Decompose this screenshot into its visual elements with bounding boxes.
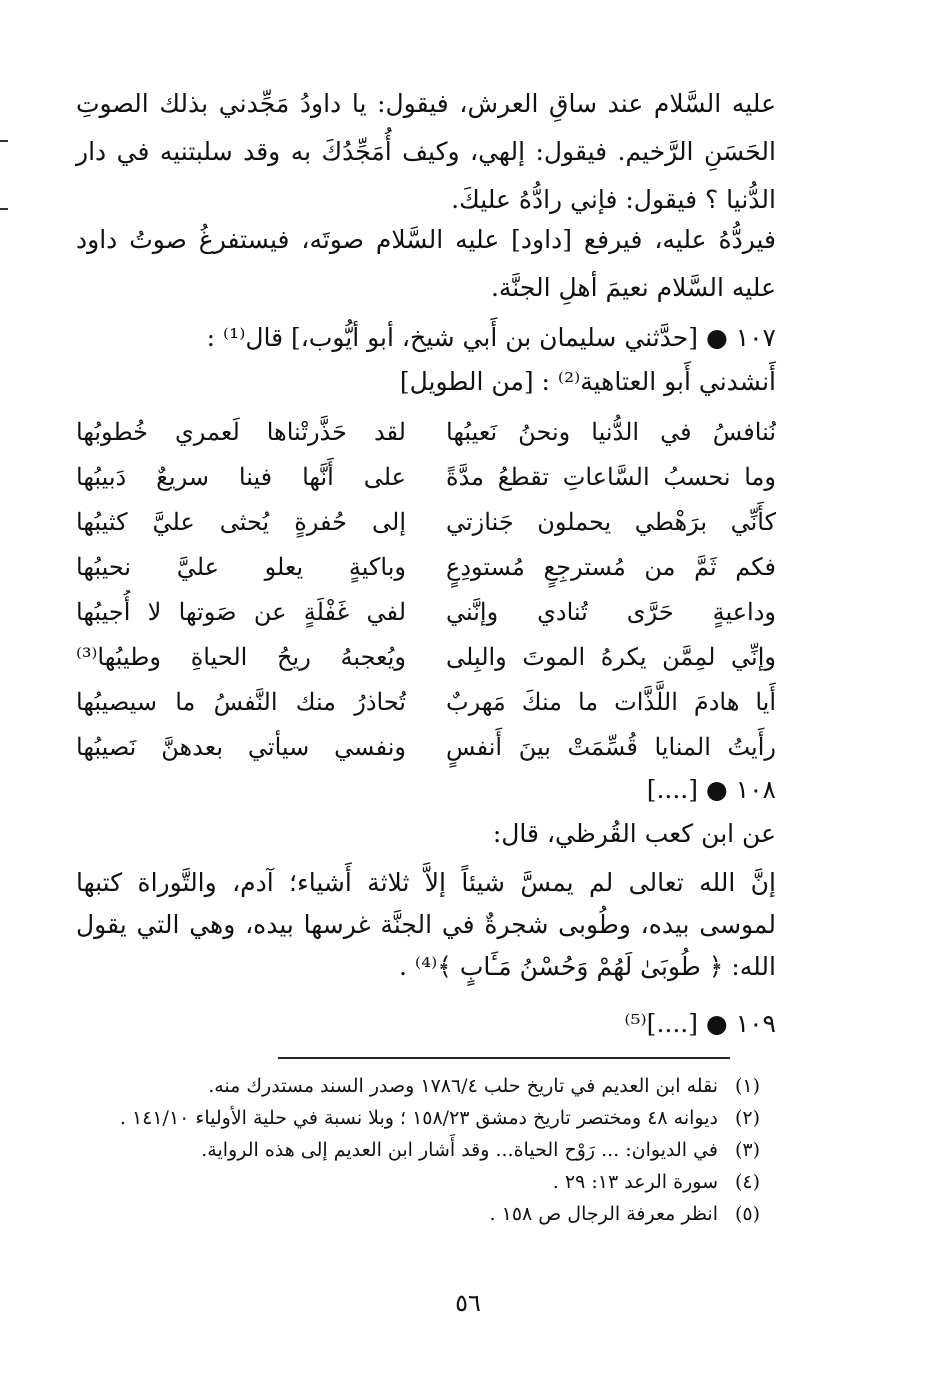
poem-verse	[76, 680, 776, 725]
entry-108-intro: عن ابن كعب القُرظي، قال:	[492, 819, 776, 848]
verse-first-hemistich: أَيا هادمَ اللَّذَّات ما منكَ مَهربٌ	[446, 688, 776, 716]
verse-first-hemistich: رأَيتُ المنايا قُسِّمَتْ بينَ أَنفسٍ	[446, 733, 776, 761]
entry-107-intro: أَنشدني أَبو العتاهية⁽²⁾ : [من الطويل]	[399, 367, 776, 396]
paragraph-2: فيردُّهُ عليه، فيرفع [داود] عليه السَّلام صوتَه، فيستفرغُ صوتُ داود عليه السَّلام نعيمَ أهلِ الجنَّة.	[76, 225, 776, 302]
entry-109-heading: ١٠٩ ● [....]⁽⁵⁾	[624, 1009, 776, 1038]
verse-first-hemistich: وداعيةٍ حَرَّى تُنادي وإنَّني	[446, 598, 776, 626]
verse-first-hemistich: وإنِّي لمِمَّن يكرهُ الموتَ والبِلى	[446, 643, 776, 671]
footnote-number: (١)	[734, 1075, 760, 1097]
verse-second-hemistich: إلى حُفرةٍ يُحثى عليَّ كثيبُها	[76, 508, 406, 536]
footnote-divider	[278, 1057, 730, 1059]
poem-verse	[76, 410, 776, 455]
footnote-text: في الديوان: ... رَوْح الحياة... وقد أَشار ابن العديم إلى هذه الرواية.	[201, 1139, 718, 1161]
footnote-text: انظر معرفة الرجال ص ١٥٨ .	[489, 1203, 718, 1225]
footnote-text: سورة الرعد ١٣: ٢٩ .	[552, 1171, 718, 1193]
footnote-text: نقله ابن العديم في تاريخ حلب ١٧٨٦/٤ وصدر السند مستدرك منه.	[208, 1075, 718, 1097]
verse-second-hemistich: على أَنَّها فينا سريعٌ دَبيبُها	[76, 463, 406, 491]
margin-mark	[0, 140, 8, 142]
footnote	[120, 1198, 760, 1230]
footnote-number: (٥)	[734, 1203, 760, 1225]
verse-second-hemistich: لفي غَفْلَةٍ عن صَوتها لا أُجيبُها	[76, 598, 406, 626]
footnote-number: (٣)	[734, 1139, 760, 1161]
verse-second-hemistich: لقد حَذَّرتْناها لَعمري خُطوبُها	[76, 418, 406, 446]
footnote	[120, 1070, 760, 1102]
footnote-number: (٢)	[734, 1107, 760, 1129]
paragraph-1: عليه السَّلام عند ساقِ العرش، فيقول: يا داودُ مَجِّدني بذلك الصوتِ الحَسَنِ الرَّخيم. فيقول: إلهي، وكيف أُمَجِّدُكَ به وقد سلبتنيه في دار الدُّنيا ؟ فيقول: فإني رادُّهُ عليكَ.	[76, 89, 776, 214]
poem-verse	[76, 635, 776, 680]
footnote	[120, 1102, 760, 1134]
footnotes	[120, 1070, 760, 1230]
footnote	[120, 1166, 760, 1198]
entry-108-text: إنَّ الله تعالى لم يمسَّ شيئاً إلاَّ ثلاثة أَشياء؛ آدم، والتَّوراة كتبها لموسى بيده، وطُوبى شجرةٌ في الجنَّة غرسها بيده، وهي التي يقول الله: ﴿ طُوبَىٰ لَهُمْ وَحُسْنُ مَـَٔابٍ ﴾⁽⁴⁾ .	[76, 868, 776, 981]
verse-first-hemistich: فكم ثَمَّ من مُسترجِعٍ مُستودِعٍ	[446, 553, 776, 581]
verse-first-hemistich: وما نحسبُ السَّاعاتِ تقطعُ مدَّةً	[446, 463, 776, 491]
footnote	[120, 1134, 760, 1166]
poem-verse	[76, 545, 776, 590]
margin-mark	[0, 208, 8, 210]
verse-second-hemistich: ويُعجبهُ ريحُ الحياةِ وطيبُها⁽³⁾	[76, 643, 406, 671]
footnote-number: (٤)	[734, 1171, 760, 1193]
verse-second-hemistich: تُحاذرُ منك النَّفسُ ما سيصيبُها	[76, 688, 406, 716]
poem	[76, 410, 776, 770]
entry-108-heading: ١٠٨ ● [....]	[646, 775, 776, 804]
verse-second-hemistich: ونفسي سيأتي بعدهنَّ نَصيبُها	[76, 733, 406, 761]
poem-verse	[76, 725, 776, 770]
entry-107-isnad: ١٠٧ ● [حدَّثني سليمان بن أَبي شيخ، أبو أيُّوب،] قال⁽¹⁾ :	[206, 323, 776, 352]
page-number: ٥٦	[455, 1289, 481, 1317]
footnote-text: ديوانه ٤٨ ومختصر تاريخ دمشق ١٥٨/٢٣ ؛ وبلا نسبة في حلية الأولياء ١٤١/١٠ .	[119, 1107, 718, 1129]
verse-first-hemistich: نُنافسُ في الدُّنيا ونحنُ نَعيبُها	[446, 418, 776, 446]
verse-second-hemistich: وباكيةٍ يعلو عليَّ نحيبُها	[76, 553, 406, 581]
poem-verse	[76, 500, 776, 545]
verse-first-hemistich: كأَنِّي برَهْطي يحملون جَنازتي	[446, 508, 776, 536]
poem-verse	[76, 455, 776, 500]
poem-verse	[76, 590, 776, 635]
